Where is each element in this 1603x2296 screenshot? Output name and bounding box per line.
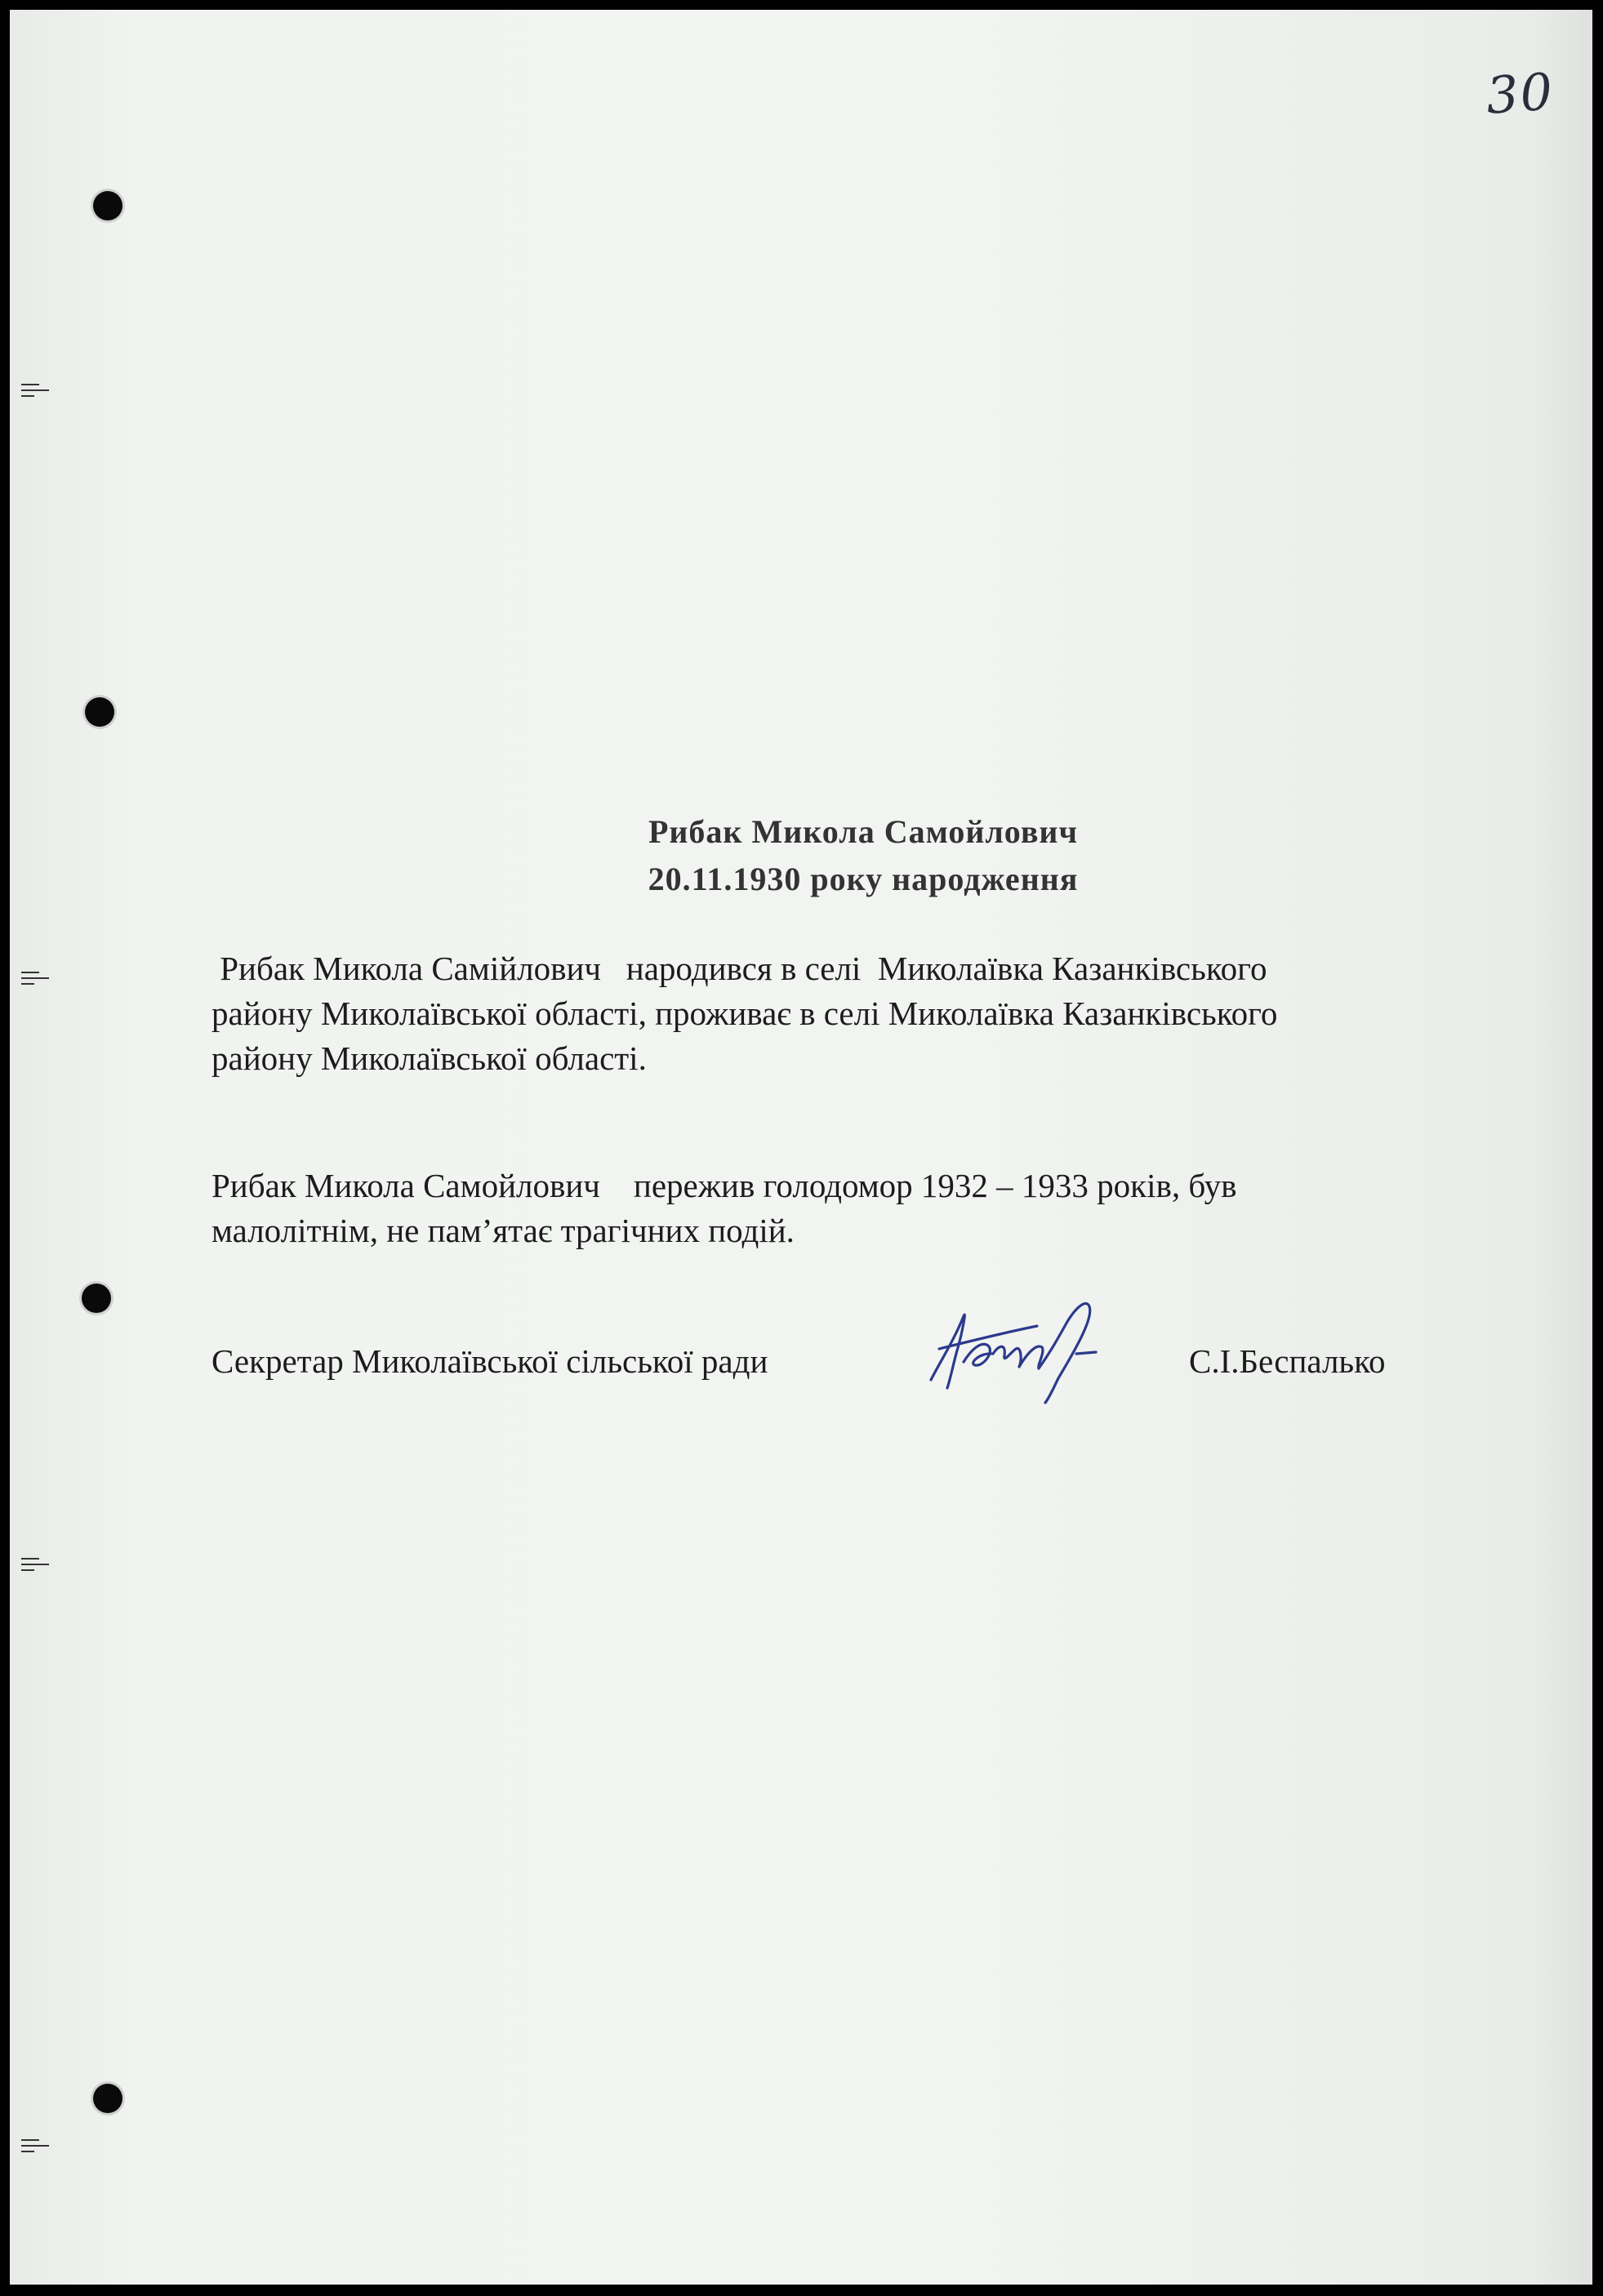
- punch-hole: [82, 1284, 111, 1313]
- edge-mark: [21, 970, 54, 986]
- paragraph-2-line-2: малолітнім, не пам’ятає трагічних подій.: [212, 1212, 795, 1249]
- title-name: Рибак Микола Самойлович: [648, 813, 1079, 850]
- paragraph-1-line-3: району Миколаївської області.: [212, 1039, 647, 1077]
- punch-hole: [85, 697, 114, 727]
- edge-mark: [21, 382, 54, 398]
- page-number: 30: [1484, 61, 1556, 126]
- title-birth-date: 20.11.1930 року народження: [648, 861, 1079, 897]
- punch-hole: [93, 2084, 122, 2113]
- paragraph-1-line-2: району Миколаївської області, проживає в селі Миколаївка Казанківського: [212, 994, 1278, 1032]
- handwritten-signature: [915, 1284, 1176, 1406]
- document-page: [10, 10, 1592, 2285]
- signatory-name: С.І.Беспалько: [1189, 1342, 1386, 1380]
- punch-hole: [93, 191, 122, 220]
- paragraph-2-line-1: Рибак Микола Самойлович пережив голодомор 1932 – 1933 років, був: [212, 1167, 1237, 1204]
- signatory-position: Секретар Миколаївської сільської ради: [212, 1342, 768, 1380]
- paragraph-1-line-1: Рибак Микола Самійлович народився в селі Миколаївка Казанківського: [212, 950, 1267, 987]
- edge-mark: [21, 2138, 54, 2154]
- edge-mark: [21, 1556, 54, 1573]
